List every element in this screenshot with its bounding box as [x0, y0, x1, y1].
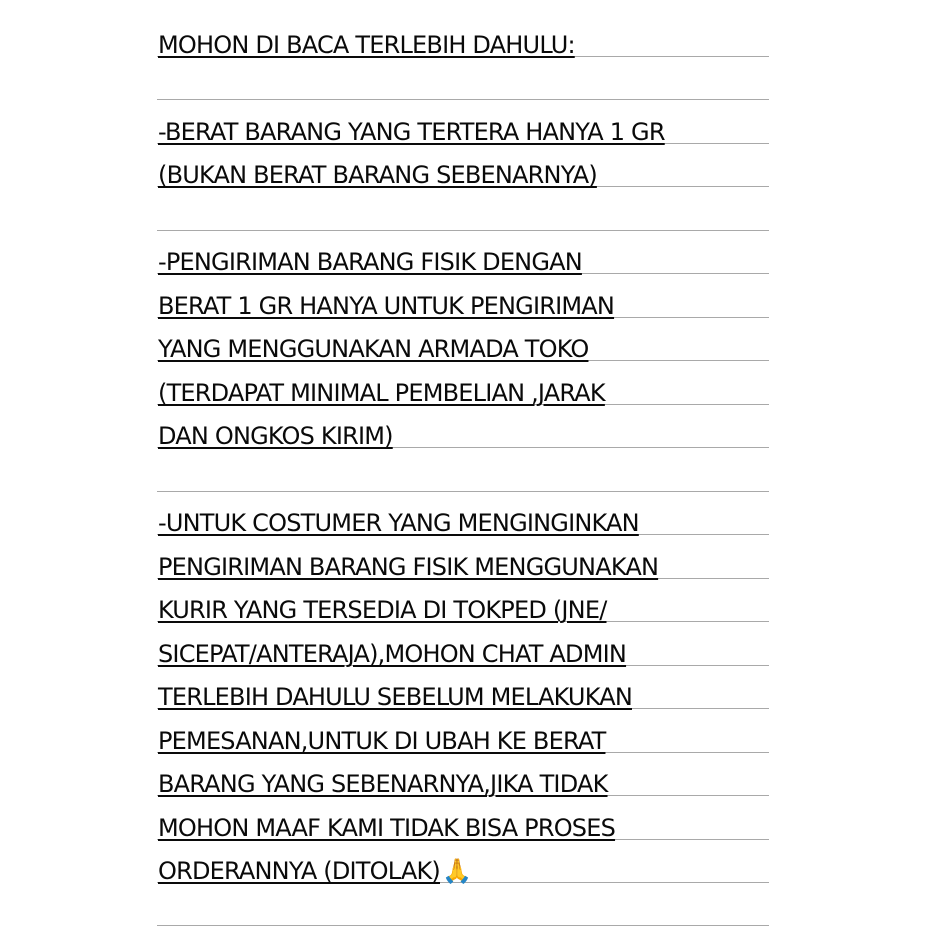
note-line: SICEPAT/ANTERAJA),MOHON CHAT ADMIN	[158, 640, 627, 668]
note-line: -UNTUK COSTUMER YANG MENGINGINKAN	[158, 509, 639, 537]
note-line: (BUKAN BERAT BARANG SEBENARNYA)	[158, 161, 597, 189]
note-line: YANG MENGGUNAKAN ARMADA TOKO	[158, 335, 589, 363]
note-line: -PENGIRIMAN BARANG FISIK DENGAN	[158, 248, 582, 276]
note-heading: MOHON DI BACA TERLEBIH DAHULU:	[158, 31, 575, 59]
note-line: PENGIRIMAN BARANG FISIK MENGGUNAKAN	[158, 553, 659, 581]
note-line: PEMESANAN,UNTUK DI UBAH KE BERAT	[158, 727, 606, 755]
note-line: TERLEBIH DAHULU SEBELUM MELAKUKAN	[158, 683, 632, 711]
note-line: KURIR YANG TERSEDIA DI TOKPED (JNE/	[158, 596, 607, 624]
note-line: MOHON MAAF KAMI TIDAK BISA PROSES	[158, 814, 616, 842]
note-line: BARANG YANG SEBENARNYA,JIKA TIDAK	[158, 770, 608, 798]
ruled-line	[157, 99, 769, 100]
note-line: DAN ONGKOS KIRIM)	[158, 422, 393, 450]
note-line-final	[158, 854, 471, 888]
praying-hands-icon: 🙏	[442, 857, 472, 885]
ruled-line	[157, 491, 769, 492]
note-line: -BERAT BARANG YANG TERTERA HANYA 1 GR	[158, 118, 665, 146]
note-line: (TERDAPAT MINIMAL PEMBELIAN ,JARAK	[158, 379, 605, 407]
note-line: BERAT 1 GR HANYA UNTUK PENGIRIMAN	[158, 292, 615, 320]
note-line-final-text: ORDERANNYA (DITOLAK)	[158, 857, 440, 885]
ruled-line	[157, 925, 769, 926]
ruled-line	[157, 230, 769, 231]
